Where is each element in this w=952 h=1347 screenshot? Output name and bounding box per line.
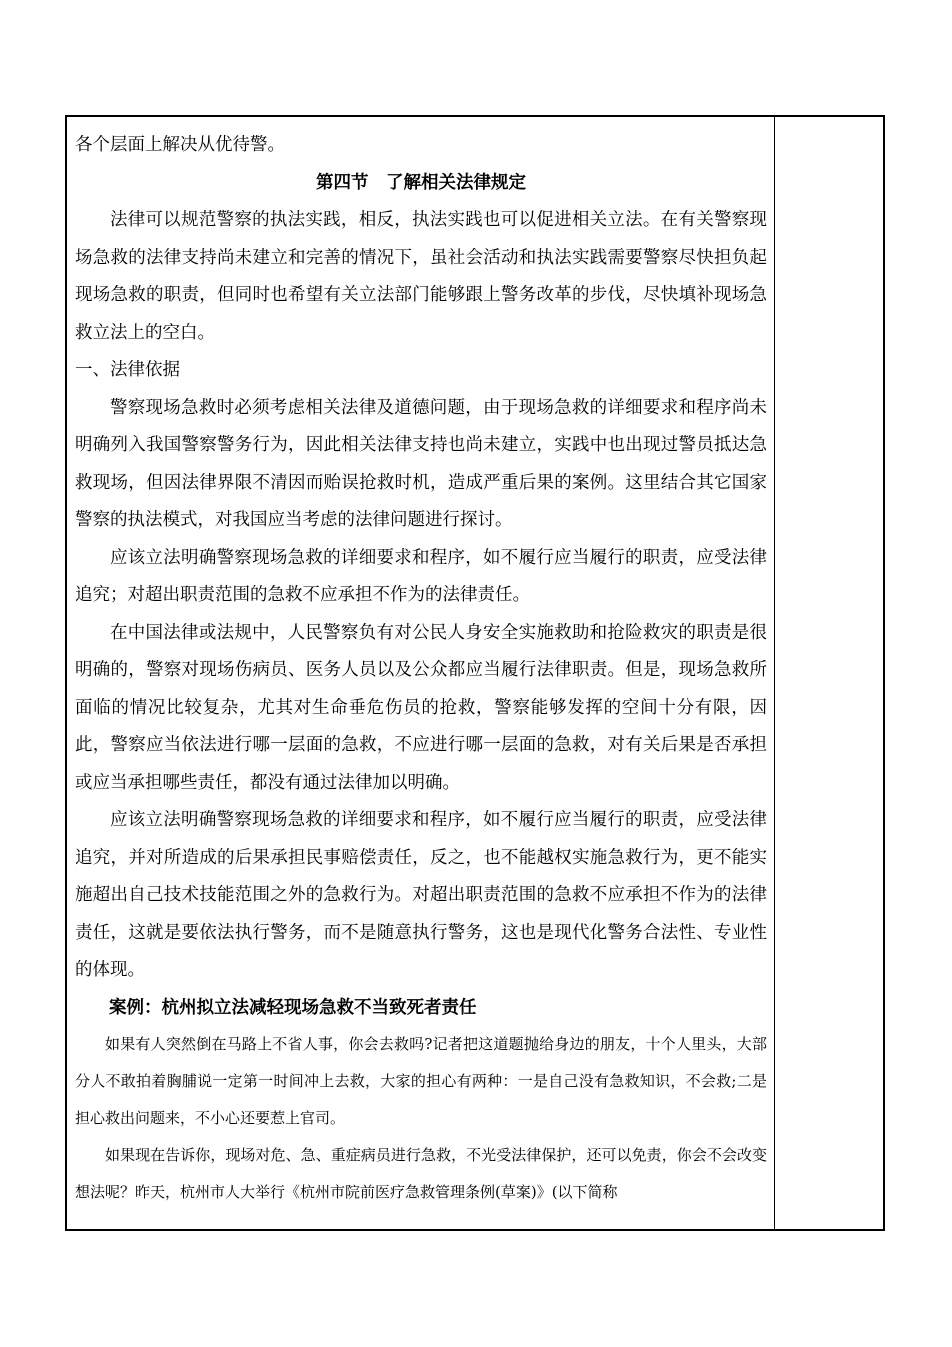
case-paragraph-2: 如果现在告诉你，现场对危、急、重症病员进行急救，不光受法律保护，还可以免责，你会不会改变想法呢？昨天，杭州市人大举行《杭州市院前医疗急救管理条例(草案)》(以下简称 bbox=[75, 1145, 767, 1201]
paragraph-legislation-2: 应该立法明确警察现场急救的详细要求和程序，如不履行应当履行的职责，应受法律追究，并对所造成的后果承担民事赔偿责任，反之，也不能越权实施急救行为，更不能实施超出自己技术技能范围之外的急救行为。对超出职责范围的急救不应承担不作为的法律责任，这就是要依法执行警务，而不是随意执行警务，这也是现代化警务合法性、专业性的体现。 bbox=[75, 810, 767, 980]
paragraph-intro: 法律可以规范警察的执法实践，相反，执法实践也可以促进相关立法。在有关警察现场急救的法律支持尚未建立和完善的情况下，虽社会活动和执法实践需要警察尽快担负起现场急救的职责，但同时也希望有关立法部门能够跟上警务改革的步伐，尽快填补现场急救立法上的空白。 bbox=[75, 210, 767, 343]
paragraph-legislation-1: 应该立法明确警察现场急救的详细要求和程序，如不履行应当履行的职责，应受法律追究；对超出职责范围的急救不应承担不作为的法律责任。 bbox=[75, 547, 767, 605]
main-cell bbox=[75, 127, 767, 1211]
document-table bbox=[65, 115, 885, 1231]
continuation-line: 各个层面上解决从优待警。 bbox=[75, 135, 285, 155]
section-heading: 第四节 了解相关法律规定 bbox=[316, 172, 526, 193]
paragraph-legal-basis: 警察现场急救时必须考虑相关法律及道德问题，由于现场急救的详细要求和程序尚未明确列入我国警察警务行为，因此相关法律支持也尚未建立，实践中也出现过警员抵达急救现场，但因法律界限不清因而贻误抢救时机，造成严重后果的案例。这里结合其它国家警察的执法模式，对我国应当考虑的法律问题进行探讨。 bbox=[75, 397, 767, 530]
case-title: 案例：杭州拟立法减轻现场急救不当致死者责任 bbox=[109, 997, 477, 1018]
subsection-heading: 一、法律依据 bbox=[75, 360, 180, 380]
case-paragraph-1: 如果有人突然倒在马路上不省人事，你会去救吗?记者把这道题抛给身边的朋友，十个人里头，大部分人不敢拍着胸脯说一定第一时间冲上去救，大家的担心有两种：一是自己没有急救知识，不会救;二是担心救出问题来，不小心还要惹上官司。 bbox=[75, 1034, 767, 1127]
paragraph-china-law: 在中国法律或法规中，人民警察负有对公民人身安全实施救助和抢险救灾的职责是很明确的，警察对现场伤病员、医务人员以及公众都应当履行法律职责。但是，现场急救所面临的情况比较复杂，尤其对生命垂危伤员的抢救，警察能够发挥的空间十分有限，因此，警察应当依法进行哪一层面的急救，不应进行哪一层面的急救，对有关后果是否承担或应当承担哪些责任，都没有通过法律加以明确。 bbox=[75, 622, 767, 793]
side-cell bbox=[775, 117, 883, 1229]
